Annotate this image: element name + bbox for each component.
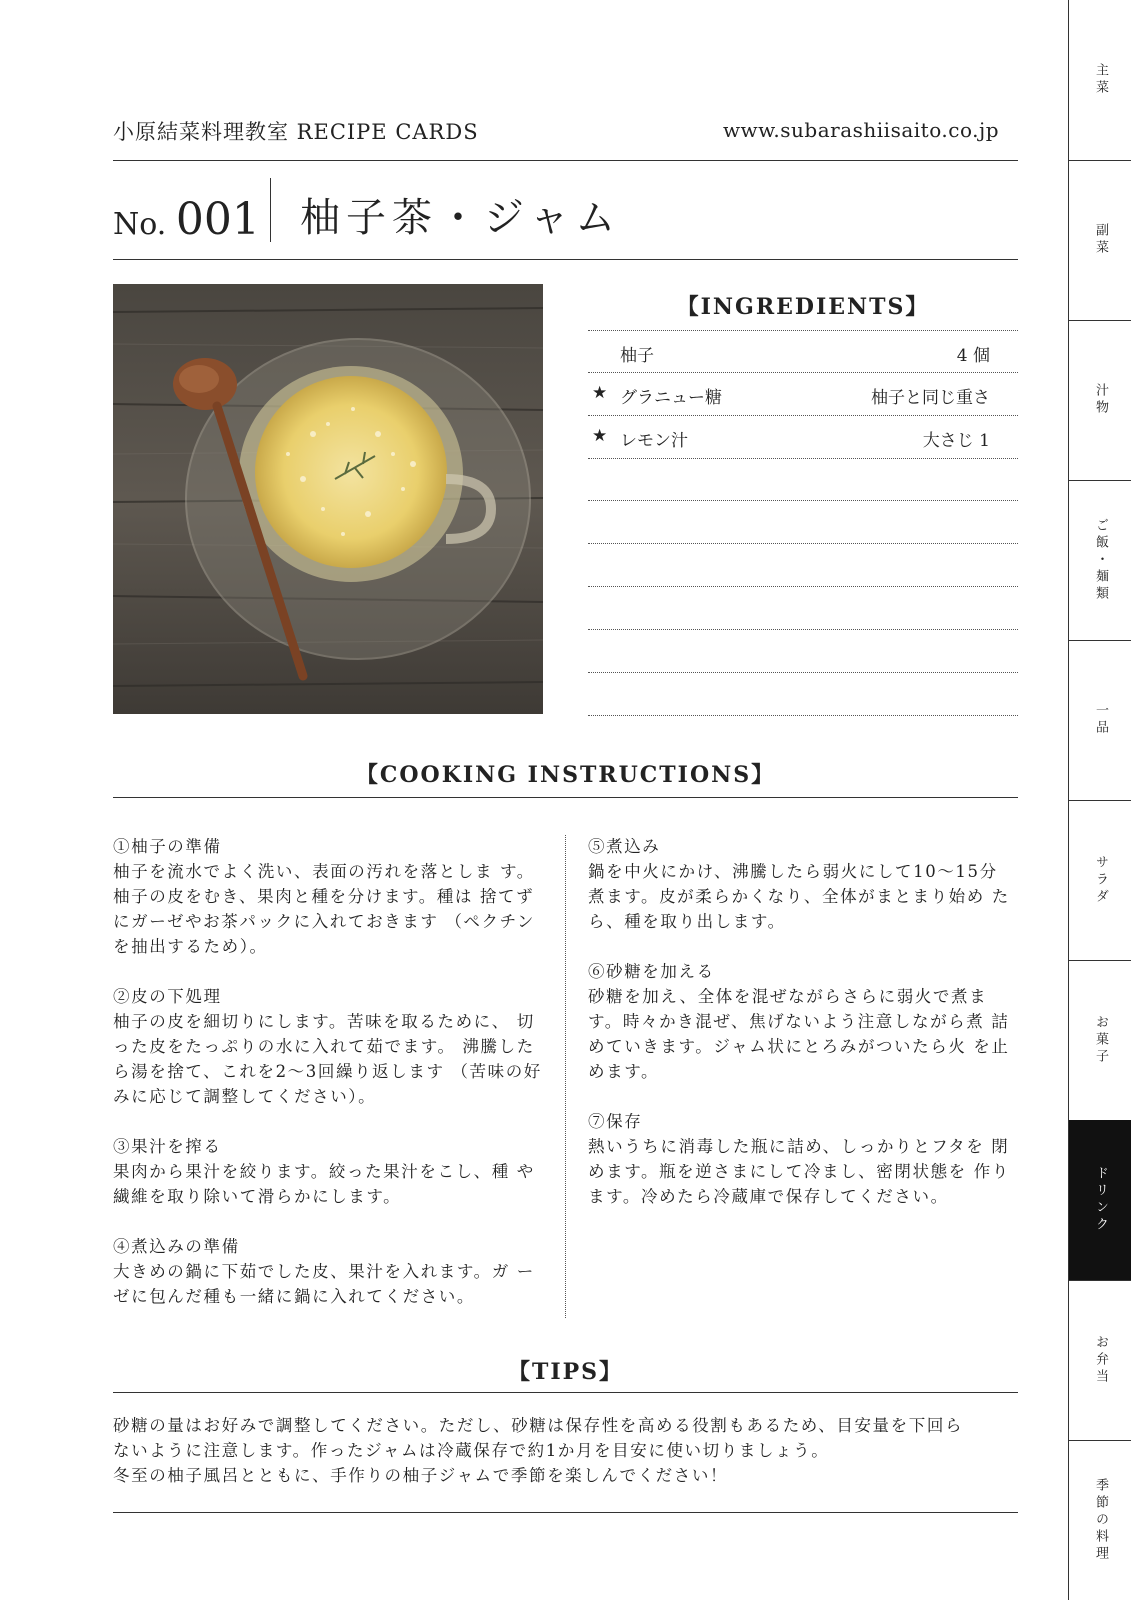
tab-soup[interactable] (1069, 320, 1131, 481)
instruction-step (588, 834, 1018, 934)
instruction-step (113, 1134, 547, 1209)
yuzu-tea-illustration (113, 284, 543, 714)
tab-sweets[interactable] (1069, 960, 1131, 1121)
tab-label: 一品 (1093, 703, 1108, 737)
ingredient-name: グラニュー糖 (620, 388, 722, 408)
tab-rice-noodles[interactable] (1069, 480, 1131, 641)
tips-line: ないように注意します。作ったジャムは冷蔵保存で約1か月を目安に使い切りましょう。 (113, 1441, 830, 1460)
step-title: ⑦保存 (588, 1112, 643, 1131)
title-divider (270, 178, 271, 242)
tab-main-dish[interactable] (1069, 0, 1131, 161)
tab-label: お菓子 (1093, 1014, 1108, 1066)
tips-rule (113, 1392, 1018, 1393)
ingredient-row (588, 415, 1018, 458)
ingredients-heading: 【INGREDIENTS】 (676, 294, 930, 320)
bottom-rule (113, 1512, 1018, 1513)
tab-label: サラダ (1093, 854, 1108, 906)
tips-heading: 【TIPS】 (507, 1359, 624, 1385)
tab-label: ドリンク (1093, 1166, 1108, 1234)
ingredient-row-empty (588, 458, 1018, 501)
column-divider (565, 835, 566, 1318)
header-rule (113, 160, 1018, 161)
step-title: ⑤煮込み (588, 837, 661, 856)
instructions-rule (113, 797, 1018, 798)
recipe-title: 柚子茶・ジャム (300, 195, 622, 241)
ingredients-end-rule (588, 715, 1018, 717)
ingredient-row (588, 330, 1018, 373)
tab-label: ご飯・麺類 (1093, 517, 1108, 603)
ingredient-row-empty (588, 543, 1018, 586)
tab-label: 主菜 (1093, 63, 1108, 97)
step-body: 柚子を流水でよく洗い、表面の汚れを落としま す。柚子の皮をむき、果肉と種を分けます。種は 捨てずにガーゼやお茶パックに入れておきます （ペクチンを抽出するため）。 (113, 862, 535, 956)
step-title: ③果汁を搾る (113, 1137, 222, 1156)
tab-label: 季節の料理 (1093, 1477, 1108, 1563)
step-body: 大きめの鍋に下茹でした皮、果汁を入れます。ガ ーゼに包んだ種も一緒に鍋に入れてください。 (113, 1262, 535, 1306)
step-title: ⑥砂糖を加える (588, 962, 715, 981)
instruction-step (588, 1109, 1018, 1209)
instruction-step (588, 959, 1018, 1084)
tips-body (113, 1413, 1023, 1488)
tips-line: 冬至の柚子風呂とともに、手作りの柚子ジャムで季節を楽しんでください！ (113, 1466, 729, 1485)
tab-label: お弁当 (1093, 1334, 1108, 1386)
recipe-number (113, 194, 260, 245)
star-marker: ★ (592, 426, 608, 446)
step-body: 果肉から果汁を絞ります。絞った果汁をこし、種 や繊維を取り除いて滑らかにします。 (113, 1162, 535, 1206)
step-title: ④煮込みの準備 (113, 1237, 240, 1256)
ingredient-row-empty (588, 500, 1018, 543)
tips-line: 砂糖の量はお好みで調整してください。ただし、砂糖は保存性を高める役割もあるため、目安量を下回ら (113, 1416, 964, 1435)
tab-label: 汁物 (1093, 383, 1108, 417)
recipe-number-prefix: No. (113, 207, 167, 242)
step-body: 砂糖を加え、全体を混ぜながらさらに弱火で煮ま す。時々かき混ぜ、焦げないよう注意しながら煮 詰めていきます。ジャム状にとろみがついたら火 を止めます。 (588, 987, 1010, 1081)
tab-seasonal[interactable] (1069, 1440, 1131, 1600)
ingredient-name: レモン汁 (620, 431, 688, 451)
ingredient-row-empty (588, 629, 1018, 672)
instructions-left-column (113, 834, 547, 1334)
website-url[interactable]: www.subarashiisaito.co.jp (722, 118, 999, 142)
tab-bento[interactable] (1069, 1280, 1131, 1441)
ingredient-amount: 4 個 (956, 346, 990, 366)
step-body: 鍋を中火にかけ、沸騰したら弱火にして10〜15分 煮ます。皮が柔らかくなり、全体がまとまり始め たら、種を取り出します。 (588, 862, 1010, 931)
step-title: ①柚子の準備 (113, 837, 222, 856)
ingredient-row-empty (588, 586, 1018, 629)
category-tabs (1068, 0, 1131, 1600)
ingredient-row (588, 372, 1018, 415)
instruction-step (113, 834, 547, 959)
school-title: 小原結菜料理教室 RECIPE CARDS (113, 120, 479, 144)
instructions-heading: 【COOKING INSTRUCTIONS】 (355, 762, 776, 788)
tab-drink[interactable] (1069, 1120, 1131, 1281)
tab-one-dish[interactable] (1069, 640, 1131, 801)
step-body: 熱いうちに消毒した瓶に詰め、しっかりとフタを 閉めます。瓶を逆さまにして冷まし、密閉状態を 作ります。冷めたら冷蔵庫で保存してください。 (588, 1137, 1010, 1206)
instruction-step (113, 984, 547, 1109)
tab-salad[interactable] (1069, 800, 1131, 961)
ingredient-amount: 大さじ 1 (922, 431, 990, 451)
ingredient-row-empty (588, 672, 1018, 715)
ingredient-amount: 柚子と同じ重さ (871, 388, 990, 408)
recipe-photo (113, 284, 543, 714)
instruction-step (113, 1234, 547, 1309)
recipe-number-value: 001 (175, 194, 260, 245)
step-body: 柚子の皮を細切りにします。苦味を取るために、 切った皮をたっぷりの水に入れて茹でます。 沸騰したら湯を捨て、これを2〜3回繰り返します （苦味の好みに応じて調整してください）。 (113, 1012, 542, 1106)
tab-label: 副菜 (1093, 223, 1108, 257)
title-rule (113, 259, 1018, 260)
tab-side-dish[interactable] (1069, 160, 1131, 321)
step-title: ②皮の下処理 (113, 987, 222, 1006)
star-marker: ★ (592, 383, 608, 403)
ingredient-name: 柚子 (620, 346, 654, 366)
instructions-right-column (588, 834, 1018, 1234)
